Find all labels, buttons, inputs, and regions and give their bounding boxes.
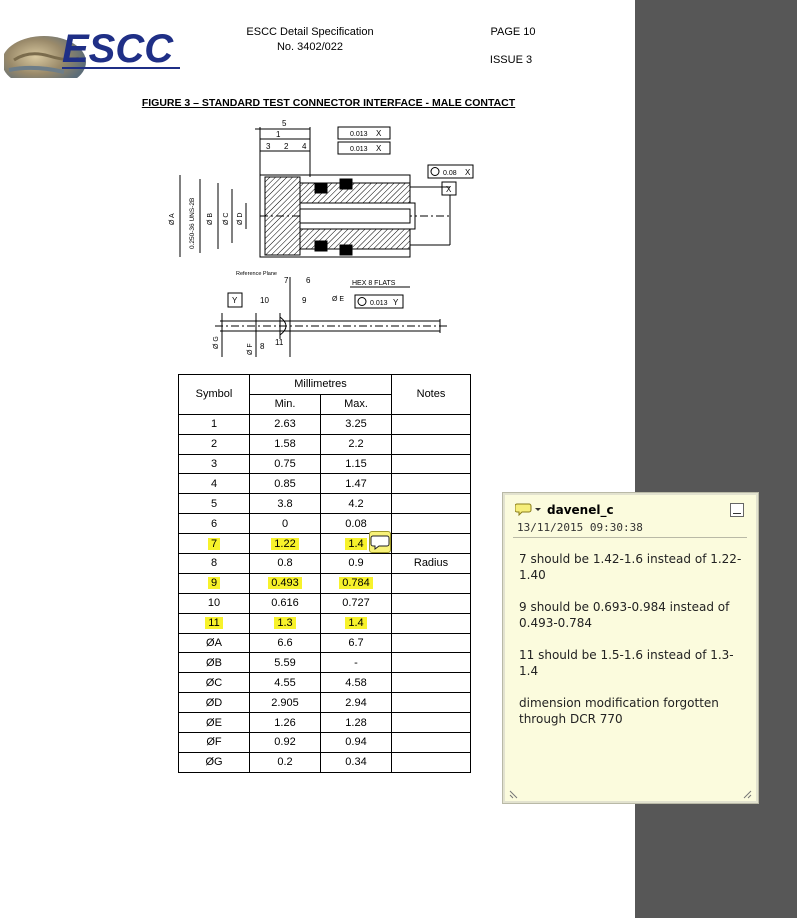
comment-popup[interactable] (502, 492, 759, 804)
cell-symbol-text: ØB (206, 656, 222, 669)
cell-notes (392, 713, 471, 733)
table-row (179, 494, 471, 514)
cell-symbol-text: ØD (205, 696, 223, 709)
cell-min-text: 0.8 (277, 557, 293, 570)
dim-4-label: 4 (302, 142, 307, 151)
cell-max (321, 713, 392, 733)
cell-max (321, 613, 392, 633)
cell-max (321, 752, 392, 772)
cell-max-text: 4.2 (348, 497, 364, 510)
cell-symbol (179, 653, 250, 673)
cell-min-text: 0 (281, 517, 289, 530)
cell-min (250, 613, 321, 633)
header-symbol: Symbol (179, 375, 250, 415)
reference-plane-label: Reference Plane (236, 271, 277, 277)
cell-notes (392, 653, 471, 673)
ref-x-1: X (376, 129, 382, 138)
minimize-button[interactable] (730, 503, 744, 517)
cell-notes (392, 573, 471, 593)
cell-max (321, 633, 392, 653)
table-row (179, 414, 471, 434)
dim-6-label: 6 (306, 276, 311, 285)
cell-symbol (179, 534, 250, 554)
cell-notes (392, 613, 471, 633)
cell-max-text: 1.28 (345, 716, 367, 729)
cell-min-text: 0.75 (274, 458, 296, 470)
cell-max-text: 0.784 (339, 577, 373, 589)
cell-symbol-text: ØA (206, 637, 222, 650)
cell-symbol (179, 713, 250, 733)
comment-divider (513, 537, 747, 538)
cell-notes (392, 673, 471, 693)
tolerance-4: 0.013 (370, 300, 388, 307)
cell-max-text: 2.2 (348, 438, 364, 451)
cell-min (250, 752, 321, 772)
cell-min (250, 454, 321, 474)
cell-min (250, 494, 321, 514)
cell-max (321, 474, 392, 494)
cell-symbol-text: 6 (210, 517, 218, 530)
thread-label: 0.250-36 UNS-2B (189, 197, 196, 249)
hex-label: HEX 8 FLATS (352, 280, 396, 287)
escc-logo (4, 20, 182, 78)
cell-max-text: 6.7 (348, 637, 364, 650)
cell-notes (392, 633, 471, 653)
cell-notes (392, 693, 471, 713)
cell-max-text: 1.47 (345, 477, 367, 490)
tolerance-2: 0.013 (350, 146, 368, 153)
cell-notes (392, 434, 471, 454)
header-millimetres: Millimetres (250, 375, 392, 395)
cell-min (250, 514, 321, 534)
cell-max-text: 0.34 (345, 756, 367, 769)
dim-11-label: 11 (275, 338, 284, 347)
cell-min (250, 733, 321, 753)
table-row (179, 653, 471, 673)
cell-max (321, 554, 392, 574)
table-row (179, 514, 471, 534)
cell-max-text: 0.08 (345, 517, 367, 530)
cell-max-text: 1.15 (345, 458, 367, 470)
comment-date: 13/11/2015 09:30:38 (517, 521, 643, 534)
cell-min (250, 633, 321, 653)
cell-notes (392, 534, 471, 554)
cell-min-text: 0.2 (277, 756, 293, 769)
cell-max (321, 693, 392, 713)
cell-min-text: 0.616 (271, 597, 299, 610)
dim-10-label: 10 (260, 296, 269, 305)
cell-min-text: 3.8 (277, 497, 293, 510)
dim-g-label: Ø G (213, 336, 220, 349)
table-row (179, 613, 471, 633)
cell-symbol-text: 7 (208, 538, 220, 550)
cell-symbol-text: 10 (207, 597, 221, 610)
cell-min (250, 593, 321, 613)
cell-symbol (179, 573, 250, 593)
tolerance-1: 0.013 (350, 131, 368, 138)
cell-max-text: 1.4 (345, 617, 366, 629)
table-row (179, 434, 471, 454)
cell-max (321, 434, 392, 454)
cell-max-text: 0.9 (348, 557, 364, 570)
cell-min (250, 713, 321, 733)
comment-paragraph: 11 should be 1.5-1.6 instead of 1.3-1.4 (519, 648, 734, 678)
cell-max (321, 494, 392, 514)
table-row (179, 573, 471, 593)
dim-5-label: 5 (282, 119, 287, 128)
cell-notes (392, 494, 471, 514)
dim-8-label: 8 (260, 342, 265, 351)
cell-max-text: - (354, 656, 358, 669)
figure-title: FIGURE 3 – STANDARD TEST CONNECTOR INTERFACE - MALE CONTACT (141, 97, 516, 109)
dim-9-label: 9 (302, 296, 307, 305)
cell-min-text: 5.59 (274, 656, 296, 669)
cell-max (321, 593, 392, 613)
cell-notes-text: Radius (413, 557, 449, 570)
dim-b-label: Ø B (207, 212, 214, 225)
cell-symbol-text: 2 (210, 438, 218, 451)
cell-max (321, 733, 392, 753)
cell-min-text: 6.6 (277, 637, 293, 650)
cell-symbol-text: 4 (210, 477, 218, 490)
cell-symbol-text: 8 (210, 557, 218, 570)
dimensions-table (178, 374, 471, 773)
cell-symbol (179, 414, 250, 434)
cell-notes (392, 593, 471, 613)
cell-symbol-text: ØG (205, 756, 223, 769)
cell-min (250, 534, 321, 554)
comment-paragraph: dimension modification forgotten through DCR 770 (519, 696, 719, 726)
table-row (179, 534, 471, 554)
dim-d-label: Ø D (237, 212, 244, 225)
cell-notes (392, 554, 471, 574)
table-row (179, 633, 471, 653)
table-row (179, 713, 471, 733)
resize-grip-right-icon[interactable] (742, 789, 752, 799)
table-row (179, 673, 471, 693)
cell-notes (392, 454, 471, 474)
connector-drawing (160, 117, 480, 367)
cell-min-text: 2.905 (271, 696, 299, 709)
cell-min (250, 653, 321, 673)
table-row (179, 554, 471, 574)
cell-min (250, 693, 321, 713)
cell-min-text: 1.26 (274, 716, 296, 729)
cell-notes (392, 414, 471, 434)
cell-max (321, 653, 392, 673)
comment-paragraph: 9 should be 0.693-0.984 instead of 0.493-0.784 (519, 600, 730, 630)
cell-notes (392, 733, 471, 753)
dim-7-label: 7 (284, 276, 289, 285)
header-min: Min. (250, 394, 321, 414)
cell-symbol (179, 693, 250, 713)
ref-y-2: Y (393, 298, 399, 307)
cell-symbol (179, 752, 250, 772)
table-row (179, 593, 471, 613)
datum-y: Y (232, 296, 238, 305)
cell-min-text: 2.63 (274, 418, 296, 431)
spec-number: No. 3402/022 (276, 41, 344, 53)
table-row (179, 733, 471, 753)
cell-symbol-text: 9 (208, 577, 220, 589)
cell-symbol (179, 633, 250, 653)
cell-max-text: 4.58 (345, 676, 367, 689)
comment-paragraph: 7 should be 1.42-1.6 instead of 1.22-1.40 (519, 552, 742, 582)
page-number: PAGE 10 (490, 26, 536, 38)
cell-max (321, 573, 392, 593)
dim-f-label: Ø F (247, 343, 254, 355)
comment-author: davenel_c (547, 503, 614, 517)
spec-title: ESCC Detail Specification (246, 26, 374, 38)
cell-symbol (179, 454, 250, 474)
cell-min-text: 1.22 (271, 538, 298, 550)
datum-x: X (446, 185, 452, 194)
cell-symbol (179, 593, 250, 613)
dim-2-label: 2 (284, 142, 289, 151)
speech-bubble-icon[interactable] (515, 502, 543, 516)
cell-symbol-text: 11 (205, 617, 222, 629)
cell-symbol-text: ØC (205, 676, 223, 689)
cell-min-text: 4.55 (274, 676, 296, 689)
cell-min-text: 0.493 (268, 577, 302, 589)
cell-symbol (179, 494, 250, 514)
cell-min-text: 1.3 (274, 617, 295, 629)
cell-symbol-text: 3 (210, 458, 218, 470)
cell-min (250, 474, 321, 494)
cell-max-text: 1.4 (345, 538, 366, 550)
resize-grip-left-icon[interactable] (509, 789, 519, 799)
ref-x-2: X (376, 144, 382, 153)
cell-symbol (179, 474, 250, 494)
table-row (179, 474, 471, 494)
cell-min-text: 0.85 (274, 477, 296, 490)
dim-a-label: Ø A (169, 213, 176, 225)
cell-max-text: 3.25 (345, 418, 367, 431)
cell-symbol-text: 1 (210, 418, 218, 431)
cell-symbol (179, 514, 250, 534)
cell-symbol-text: ØF (206, 736, 222, 749)
cell-min (250, 673, 321, 693)
table-row (179, 454, 471, 474)
cell-min-text: 0.92 (274, 736, 296, 749)
ref-x-3: X (465, 168, 471, 177)
cell-max-text: 0.94 (345, 736, 367, 749)
cell-symbol (179, 673, 250, 693)
cell-symbol (179, 434, 250, 454)
dim-e-label: Ø E (332, 296, 345, 303)
table-row (179, 752, 471, 772)
cell-min (250, 554, 321, 574)
cell-min (250, 434, 321, 454)
cell-symbol-text: 5 (210, 497, 218, 510)
comment-text[interactable] (519, 551, 745, 743)
cell-max (321, 673, 392, 693)
cell-symbol-text: ØE (206, 716, 222, 729)
tolerance-3: 0.08 (443, 170, 457, 177)
dim-1-label: 1 (276, 130, 281, 139)
table-row (179, 693, 471, 713)
comment-marker-icon[interactable] (369, 531, 391, 553)
cell-min (250, 414, 321, 434)
issue-number: ISSUE 3 (489, 54, 533, 66)
cell-symbol (179, 613, 250, 633)
cell-symbol (179, 554, 250, 574)
header-notes: Notes (392, 375, 471, 415)
cell-min-text: 1.58 (274, 438, 296, 451)
cell-notes (392, 752, 471, 772)
dim-c-label: Ø C (223, 212, 230, 225)
cell-symbol (179, 733, 250, 753)
cell-notes (392, 514, 471, 534)
header-max: Max. (321, 394, 392, 414)
dim-3-label: 3 (266, 142, 271, 151)
cell-max-text: 0.727 (342, 597, 370, 610)
cell-min (250, 573, 321, 593)
cell-max (321, 454, 392, 474)
logo-text: ESCC (62, 27, 174, 71)
cell-max-text: 2.94 (345, 696, 367, 709)
cell-max (321, 414, 392, 434)
cell-notes (392, 474, 471, 494)
table-header-row (179, 375, 471, 395)
